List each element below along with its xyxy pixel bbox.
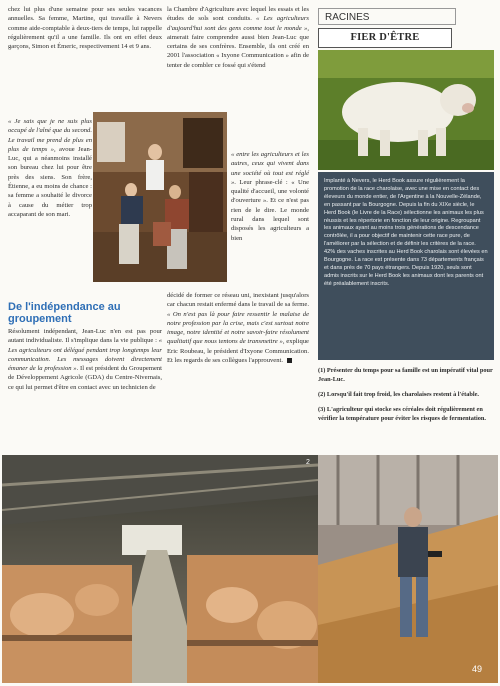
article-text: , avoue Jean-Luc, qui a néanmoins installé son bureau chez lui pour être près des siens. Son frère, Étienne, a eu moins de chance : sa femme a souhaité le divorce à cause du métier trop accaparant de son mari. xyxy=(8,145,93,218)
article-column-2-top xyxy=(167,5,309,70)
photo-caption-2: (2) Lorsqu'il fait trop froid, les charolaises restent à l'étable. xyxy=(318,391,479,398)
photo-caption-3: (3) L'agriculteur qui stocke ses céréales doit régulièrement en vérifier la température pour éviter les risques de fermentation. xyxy=(318,406,486,422)
article-text: chez lui plus d'une semaine pour ses seules vacances annuelles. Sa femme, Martine, qui travaille à Nevers comme aide-comptable à deux-tiers de temps, lui rappelle régulièrement qu'il a une famille. Ils ont en effet deux garçons, Simon et Émeric, respectivement 14 et 9 ans. xyxy=(8,6,162,51)
photo-captions xyxy=(318,366,494,429)
article-column-1-bottom xyxy=(8,327,162,392)
photo-number-2: 2 xyxy=(306,459,310,466)
page-number: 49 xyxy=(472,664,483,674)
sidebar-title: FIER D'ÊTRE xyxy=(318,28,452,48)
article-column-2-wrap xyxy=(231,150,309,243)
article-text: . Il est président du Groupement de Développement Agricole (GDA) du Centre-Nivernais, ce qui lui permet d'être en contact avec un technicien de xyxy=(8,365,163,391)
herd-book-caption: Implanté à Nevers, le Herd Book assure régulièrement la promotion de la race charolaise, avec une mise en contact des éleveurs du monde entier, de l'Argentine à la Nouvelle-Zélande, en passant par la Bourgogne. Depuis la fin du XIXe siècle, le Herd Book (le Livre de la Race) sélectionne les animaux les plus réussis et les répertorie en fonction de leur origine. Regroupant les animaux ayant au moins trois générations de descendance contrôlée, il a pour objectif de maintenir cette race pure, de l'améliorer par la sélection et de définir les critères de la race. 42% des vaches inscrites au Herd Book charolais sont élevées en Bourgogne. La race est présente dans 73 départements français et dans près de 70 pays étrangers. Depuis 1920, seuls sont admis inscrits sur le Herd Book les animaux dont les parents ont été préalablement inscrits. xyxy=(318,172,494,360)
article-text: . Leur phrase-clé : « Une qualité d'accueil, une volonté d'ouverture ». Et ce n'est pas rien de le dire. Le monde rural dans lequel sont disposés les agriculteurs a bien xyxy=(231,178,309,242)
quote: « On n'est pas là pour faire ressentir le malaise de notre profession par la crise, mais c'est surtout notre image, notre identité et notre savoir-faire résolument qualitatif que nous tentons de transmettre » xyxy=(167,310,309,346)
article-column-1-top xyxy=(8,5,162,51)
article-text: décidé de former ce réseau uni, inexistant jusqu'alors car chacun restait enfermé dans le travail de sa ferme. xyxy=(167,292,309,309)
article-text: , explique Eric Roubeau, le président d'Ixyone Communication. Et les regards de ses collègues l'approuvent. xyxy=(167,338,309,365)
quote: « Les agriculteurs ont délégué pendant trop longtemps leur communication. Les messages doivent directement émaner de la profession » xyxy=(8,337,162,373)
article-text: Résolument indépendant, Jean-Luc n'en est pas pour autant individualiste. Il s'implique dans la vie publique : xyxy=(8,328,162,345)
quote: « Je sais que je ne suis plus occupé de l'aîné que du second. Le travail me prend de plus en plus de temps » xyxy=(8,118,92,153)
article-text: , aimerait faire comprendre aussi bien Jean-Luc que certains de ses confrères. Ensemble, ils ont créé en 2001 l'association « Ixyone Communication » afin de tenter de combler ce fossé qui s'étend xyxy=(167,24,309,69)
family-photo xyxy=(93,112,227,282)
charolais-bull-photo xyxy=(318,50,494,170)
quote: « Les agriculteurs d'aujourd'hui sont des gens comme tout le monde » xyxy=(167,15,309,32)
article-text: la Chambre d'Agriculture avec lequel les essais et les études de sols sont conduits. xyxy=(167,6,309,23)
article-column-1-wrap xyxy=(8,117,92,219)
sidebar-section-label: RACINES xyxy=(318,8,456,25)
photo-caption-1: (1) Présenter du temps pour sa famille est un impératif vital pour Jean-Luc. xyxy=(318,367,493,383)
grain-storage-photo xyxy=(318,455,498,683)
section-subheading: De l'indépendance au groupement xyxy=(8,301,121,325)
barn-cattle-photo xyxy=(2,455,318,683)
end-of-article-mark xyxy=(287,358,292,363)
article-column-2-bottom xyxy=(167,291,309,365)
quote: « entre les agriculteurs et les autres, ceux qui vivent dans une société où tout est réglé » xyxy=(231,151,309,186)
